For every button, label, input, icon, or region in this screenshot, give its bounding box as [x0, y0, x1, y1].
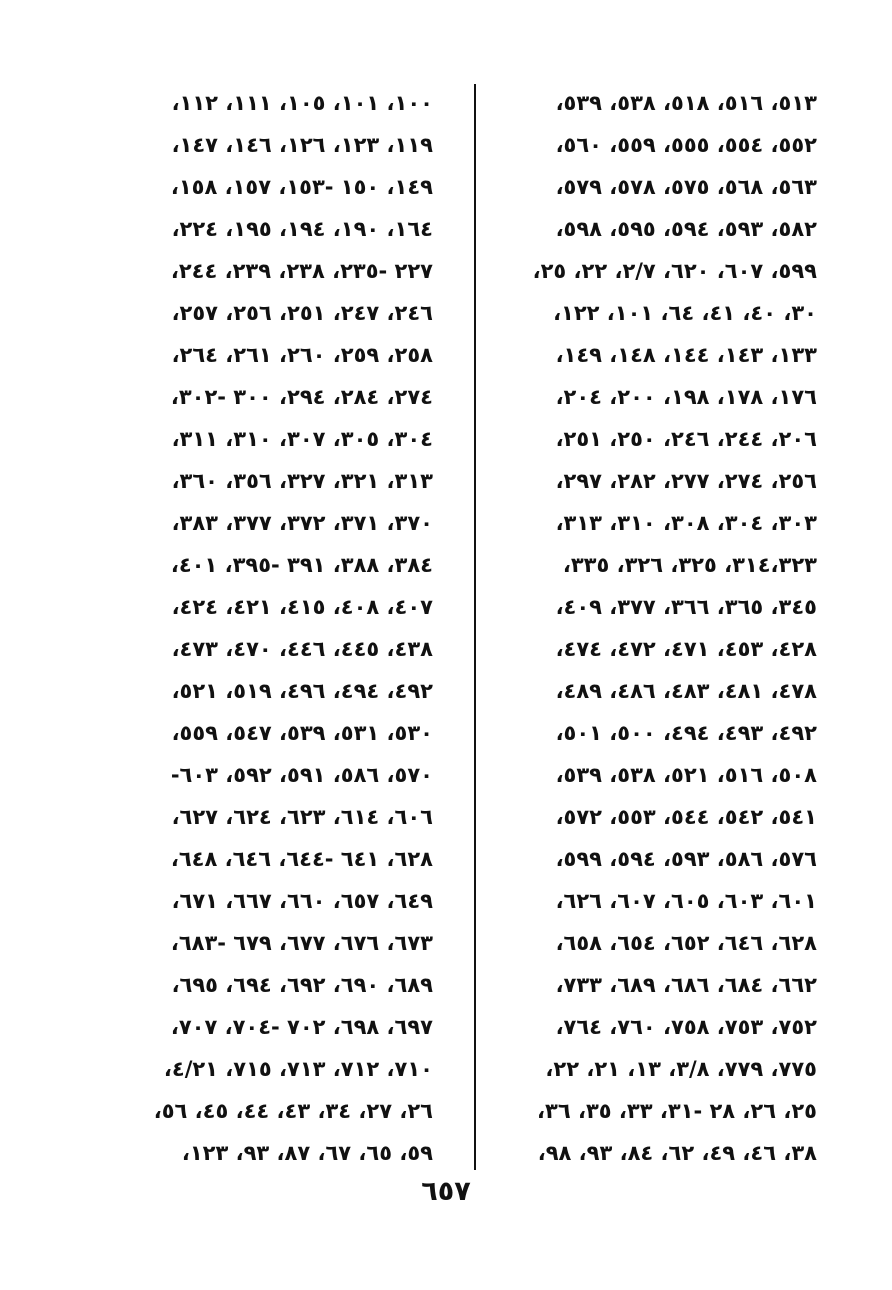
index-line: ٦٠٦، ٦١٤، ٦٢٣، ٦٢٤، ٦٢٧،	[171, 805, 433, 829]
index-line: ١٧٦، ١٧٨، ١٩٨، ٢٠٠، ٢٠٤،	[555, 385, 817, 409]
index-line: ٢٧٤، ٢٨٤، ٢٩٤، ٣٠٠ -٣٠٢،	[170, 385, 433, 409]
index-line: ٦٨٩، ٦٩٠، ٦٩٢، ٦٩٤، ٦٩٥،	[171, 973, 433, 997]
index-line: ١٦٤، ١٩٠، ١٩٤، ١٩٥، ٢٢٤،	[171, 217, 433, 241]
index-line: ٢٢٧ -٢٣٥، ٢٣٨، ٢٣٩، ٢٤٤،	[170, 259, 433, 283]
index-line: ٥٦٣، ٥٦٨، ٥٧٥، ٥٧٨، ٥٧٩،	[555, 175, 817, 199]
index-line: ١٣٣، ١٤٣، ١٤٤، ١٤٨، ١٤٩،	[555, 343, 817, 367]
index-line: ٧١٠، ٧١٢، ٧١٣، ٧١٥، ٤/٢١،	[163, 1057, 433, 1081]
index-line: ٦٠١، ٦٠٣، ٦٠٥، ٦٠٧، ٦٢٦،	[555, 889, 817, 913]
index-line: ٣٠٣، ٣٠٤، ٣٠٨، ٣١٠، ٣١٣،	[555, 511, 817, 535]
index-line: ٦٤٩، ٦٥٧، ٦٦٠، ٦٦٧، ٦٧١،	[171, 889, 433, 913]
index-line: ٢٦، ٢٧، ٣٤، ٤٣، ٤٤، ٤٥، ٥٦،	[153, 1099, 433, 1123]
index-line: ١٠٠، ١٠١، ١٠٥، ١١١، ١١٢،	[171, 91, 433, 115]
index-line: ٣١٣، ٣٢١، ٣٢٧، ٣٥٦، ٣٦٠،	[171, 469, 433, 493]
index-line: ٣٤٥، ٣٦٥، ٣٦٦، ٣٧٧، ٤٠٩،	[555, 595, 817, 619]
index-line: ٣١٤،٣٢٣، ٣٢٥، ٣٢٦، ٣٣٥،	[562, 553, 817, 577]
index-line: ٥٩٩، ٦٠٧، ٦٢٠، ٢/٧، ٢٢، ٢٥،	[532, 259, 817, 283]
index-line: ٤٢٨، ٤٥٣، ٤٧١، ٤٧٢، ٤٧٤،	[555, 637, 817, 661]
left-index-column	[103, 86, 433, 1178]
index-line: ٦٢٨، ٦٤١ -٦٤٤، ٦٤٦، ٦٤٨،	[170, 847, 433, 871]
index-line: ٣٨، ٤٦، ٤٩، ٦٢، ٨٤، ٩٣، ٩٨،	[537, 1141, 817, 1165]
index-line: ٤٧٨، ٤٨١، ٤٨٣، ٤٨٦، ٤٨٩،	[555, 679, 817, 703]
index-line: ٤٩٢، ٤٩٤، ٤٩٦، ٥١٩، ٥٢١،	[171, 679, 433, 703]
index-line: ٦٩٧، ٦٩٨، ٧٠٢ -٧٠٤، ٧٠٧،	[170, 1015, 433, 1039]
index-line: ٢٥٦، ٢٧٤، ٢٧٧، ٢٨٢، ٢٩٧،	[555, 469, 817, 493]
index-line: ٦٧٣، ٦٧٦، ٦٧٧، ٦٧٩ -٦٨٣،	[170, 931, 433, 955]
index-line: ٦٢٨، ٦٤٦، ٦٥٢، ٦٥٤، ٦٥٨،	[555, 931, 817, 955]
index-line: ٦٦٢، ٦٨٤، ٦٨٦، ٦٨٩، ٧٣٣،	[555, 973, 817, 997]
index-line: ٤٩٢، ٤٩٣، ٤٩٤، ٥٠٠، ٥٠١،	[555, 721, 817, 745]
index-line: ٥٣٠، ٥٣١، ٥٣٩، ٥٤٧، ٥٥٩،	[171, 721, 433, 745]
index-line: ٧٧٥، ٧٧٩، ٣/٨، ١٣، ٢١، ٢٢،	[545, 1057, 817, 1081]
page-number: ٦٥٧	[421, 1176, 471, 1207]
index-line: ١١٩، ١٢٣، ١٢٦، ١٤٦، ١٤٧،	[171, 133, 433, 157]
index-line: ٥٩، ٦٥، ٦٧، ٨٧، ٩٣، ١٢٣،	[181, 1141, 433, 1165]
index-line: ٤٣٨، ٤٤٥، ٤٤٦، ٤٧٠، ٤٧٣،	[171, 637, 433, 661]
index-line: ٧٥٢، ٧٥٣، ٧٥٨، ٧٦٠، ٧٦٤،	[555, 1015, 817, 1039]
index-line: ٥٨٢، ٥٩٣، ٥٩٤، ٥٩٥، ٥٩٨،	[555, 217, 817, 241]
index-line: ٥٧٦، ٥٨٦، ٥٩٣، ٥٩٤، ٥٩٩،	[555, 847, 817, 871]
index-line: ٢٤٦، ٢٤٧، ٢٥١، ٢٥٦، ٢٥٧،	[171, 301, 433, 325]
index-line: ٢٥٨، ٢٥٩، ٢٦٠، ٢٦١، ٢٦٤،	[171, 343, 433, 367]
index-line: ١٤٩، ١٥٠ -١٥٣، ١٥٧، ١٥٨،	[170, 175, 433, 199]
index-line: ٣٧٠، ٣٧١، ٣٧٢، ٣٧٧، ٣٨٣،	[171, 511, 433, 535]
index-line: ٥٧٠، ٥٨٦، ٥٩١، ٥٩٢، ٦٠٣-	[170, 763, 433, 787]
index-line: ٣٠، ٤٠، ٤١، ٦٤، ١٠١، ١٢٢،	[553, 301, 817, 325]
index-line: ٣٠٤، ٣٠٥، ٣٠٧، ٣١٠، ٣١١،	[171, 427, 433, 451]
right-index-column	[487, 86, 817, 1178]
column-divider	[474, 84, 476, 1170]
index-line: ٢٥، ٢٦، ٢٨ -٣١، ٣٣، ٣٥، ٣٦،	[537, 1099, 817, 1123]
index-line: ٥١٣، ٥١٦، ٥١٨، ٥٣٨، ٥٣٩،	[555, 91, 817, 115]
index-line: ٢٠٦، ٢٤٤، ٢٤٦، ٢٥٠، ٢٥١،	[555, 427, 817, 451]
index-line: ٥٠٨، ٥١٦، ٥٢١، ٥٣٨، ٥٣٩،	[555, 763, 817, 787]
index-line: ٥٥٢، ٥٥٤، ٥٥٥، ٥٥٩، ٥٦٠،	[555, 133, 817, 157]
index-line: ٤٠٧، ٤٠٨، ٤١٥، ٤٢١، ٤٢٤،	[171, 595, 433, 619]
index-line: ٣٨٤، ٣٨٨، ٣٩١ -٣٩٥، ٤٠١،	[170, 553, 433, 577]
index-line: ٥٤١، ٥٤٢، ٥٤٤، ٥٥٣، ٥٧٢،	[555, 805, 817, 829]
